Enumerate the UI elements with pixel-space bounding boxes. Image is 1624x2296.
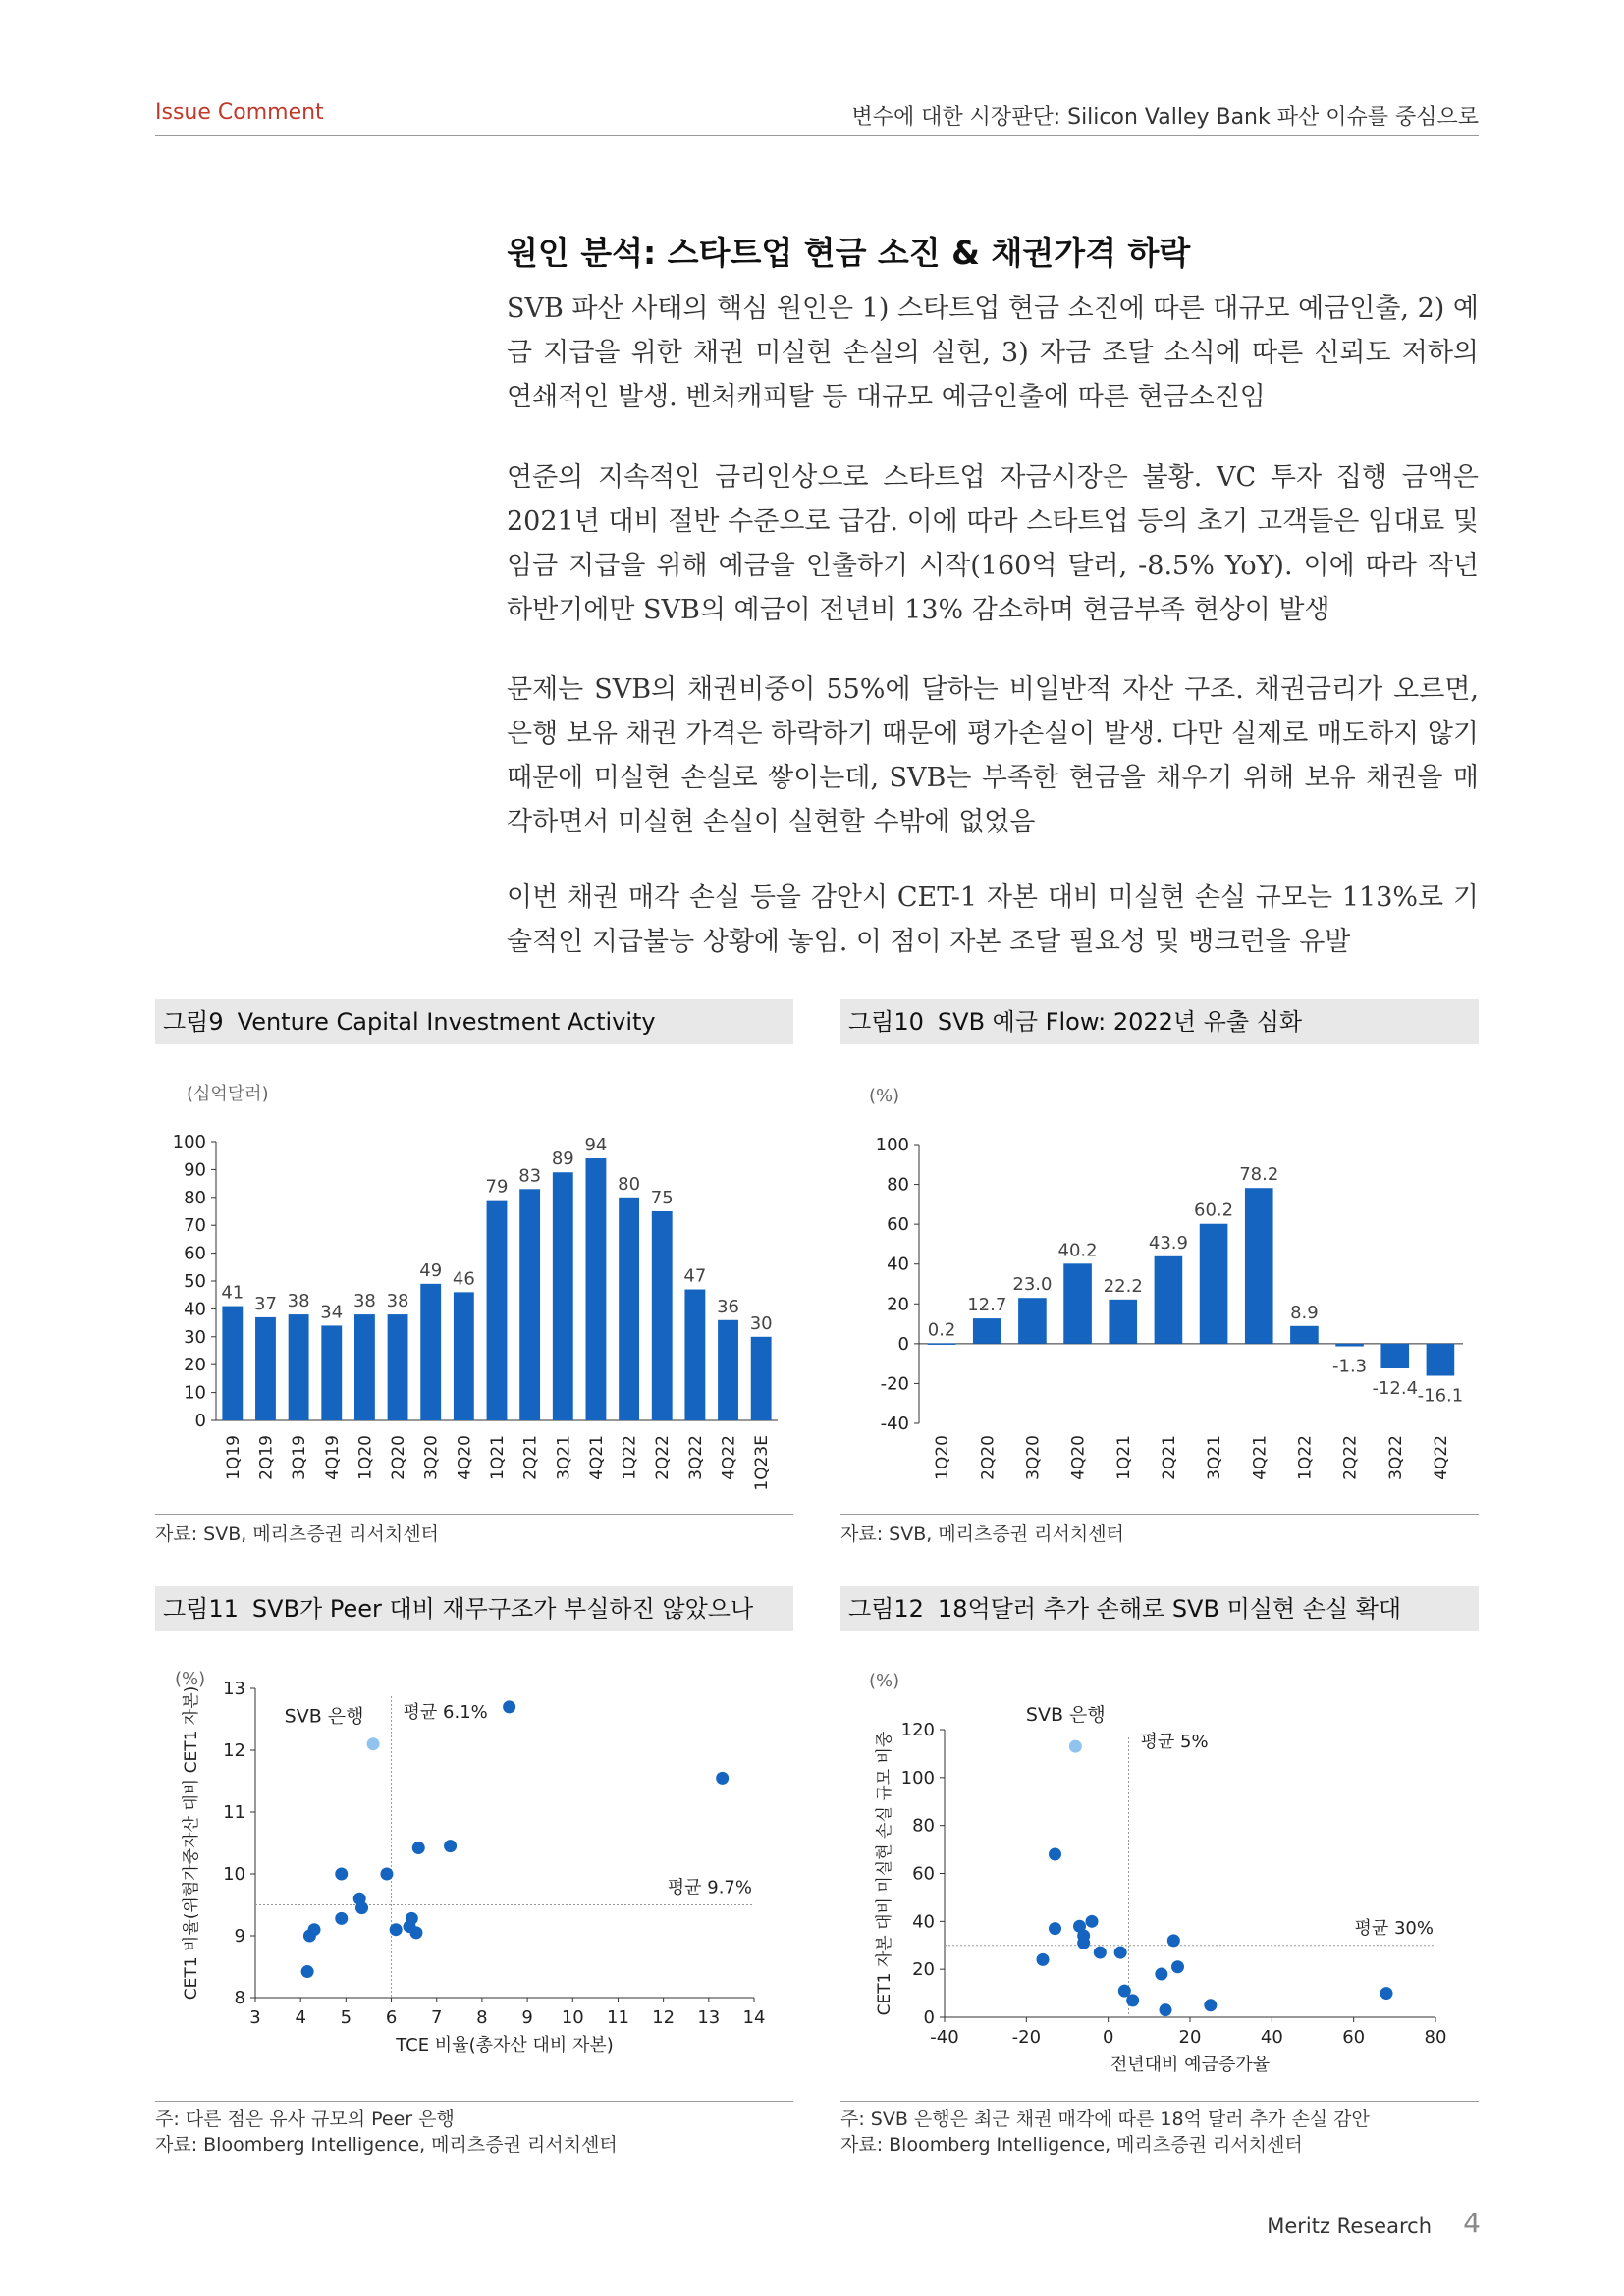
y-tick-label: 11 — [223, 1802, 245, 1823]
figure-10-number: 그림10 — [848, 1008, 924, 1036]
scatter-point — [1094, 1947, 1107, 1959]
bar — [1427, 1344, 1455, 1376]
scatter-point — [1126, 1994, 1139, 2006]
y-tick-label: 50 — [184, 1271, 206, 1292]
figure-9-number: 그림9 — [163, 1008, 224, 1036]
scatter-point — [1155, 1968, 1167, 1981]
y-tick-label: 60 — [912, 1863, 935, 1885]
y-tick-label: 0 — [897, 1333, 909, 1355]
x-tick-label: 9 — [521, 2007, 533, 2028]
scatter-point — [1171, 1960, 1184, 1973]
scatter-point — [1037, 1953, 1050, 1966]
data-label: 94 — [584, 1135, 608, 1156]
x-tick-label: 20 — [1178, 2027, 1202, 2048]
svb-highlight-label: SVB 은행 — [1025, 1704, 1106, 1727]
x-tick-label: 4Q20 — [455, 1435, 475, 1480]
bar — [718, 1320, 738, 1420]
paragraph-4: 이번 채권 매각 손실 등을 감안시 CET-1 자본 대비 미실현 손실 규모는 113%로 기술적인 지급불능 상황에 놓임. 이 점이 자본 조달 필요성 및 뱅크런을 유발 — [507, 882, 1479, 957]
x-tick-label: 10 — [561, 2007, 584, 2028]
figure-12-title — [840, 1586, 1479, 1631]
data-label: 89 — [551, 1148, 574, 1170]
scatter-point — [716, 1772, 729, 1785]
y-tick-label: 40 — [912, 1911, 935, 1933]
data-label: 40.2 — [1057, 1240, 1098, 1261]
figure-11-note: 주: 다른 점은 유사 규모의 Peer 은행 — [155, 2109, 455, 2130]
section-title: 원인 분석: 스타트업 현금 소진 & 채권가격 하락 — [507, 234, 1191, 272]
x-tick-label: -20 — [1011, 2027, 1042, 2048]
bar — [1063, 1263, 1092, 1344]
y-tick-label: 60 — [887, 1214, 909, 1236]
svb-highlight-point — [367, 1737, 380, 1750]
x-tick-label: 12 — [652, 2007, 676, 2028]
data-label: 41 — [221, 1282, 244, 1304]
average-x-label: 평균 5% — [1140, 1732, 1209, 1752]
bar — [619, 1198, 639, 1420]
data-label: 75 — [650, 1188, 674, 1208]
x-tick-label: 40 — [1260, 2027, 1283, 2048]
y-tick-label: 0 — [923, 2007, 935, 2028]
x-tick-label: 1Q20 — [355, 1435, 376, 1480]
bar — [321, 1325, 342, 1420]
svb-highlight-label: SVB 은행 — [284, 1705, 364, 1728]
scatter-point — [1204, 1999, 1217, 2011]
x-tick-label: 3Q19 — [290, 1435, 310, 1480]
x-tick-label: 2Q21 — [1159, 1435, 1179, 1480]
paragraph-3: 문제는 SVB의 채권비중이 55%에 달하는 비일반적 자산 구조. 채권금리가 오르면, 은행 보유 채권 가격은 하락하기 때문에 평가손실이 발생. 다만 실제로 매도하지 않기 때문에 미실현 손실로 쌓이는데, SVB는 부족한 현금을 채우기 위해 보유 채권을 매각하면서 미실현 손실이 실현할 수밖에 없었음 — [507, 674, 1479, 837]
y-tick-label: 80 — [184, 1187, 206, 1208]
data-label: -12.4 — [1372, 1378, 1419, 1400]
x-tick-label: 2Q22 — [1340, 1435, 1361, 1480]
y-tick-label: -20 — [880, 1373, 909, 1395]
x-tick-label: 1Q19 — [223, 1435, 244, 1480]
x-tick-label: 13 — [697, 2007, 721, 2028]
x-tick-label: 3Q20 — [1023, 1435, 1044, 1480]
paragraph-1: SVB 파산 사태의 핵심 원인은 1) 스타트업 현금 소진에 따른 대규모 예금인출, 2) 예금 지급을 위한 채권 미실현 손실의 실현, 3) 자금 조달 소식에 따른 신뢰도 저하의 연쇄적인 발생. 벤처캐피탈 등 대규모 예금인출에 따른 현금소진임 — [507, 294, 1479, 412]
scatter-point — [409, 1926, 422, 1939]
x-tick-label: -40 — [930, 2027, 959, 2048]
paragraph-2: 연준의 지속적인 금리인상으로 스타트업 자금시장은 불황. VC 투자 집행 금액은 2021년 대비 절반 수준으로 급감. 이에 따라 스타트업 등의 초기 고객들은 임대료 및 임금 지급을 위해 예금을 인출하기 시작(160억 달러, -8.5% YoY). 이에 따라 작년 하반기에만 SVB의 예금이 전년비 13% 감소하며 현금부족 현상이 발생 — [507, 462, 1479, 625]
x-tick-label: 4Q20 — [1068, 1435, 1089, 1480]
scatter-point — [380, 1868, 393, 1881]
figure-10-title — [840, 999, 1479, 1044]
scatter-point — [1160, 2003, 1172, 2016]
x-tick-label: 0 — [1102, 2027, 1114, 2048]
x-tick-label: 60 — [1342, 2027, 1366, 2048]
data-label: 8.9 — [1290, 1302, 1319, 1323]
data-label: 34 — [320, 1302, 344, 1323]
figure-12-scatter-chart — [840, 1669, 1479, 2081]
average-y-label: 평균 9.7% — [667, 1877, 752, 1898]
x-tick-label: 1Q23E — [752, 1435, 773, 1491]
data-label: 30 — [749, 1312, 773, 1334]
bar — [1200, 1224, 1228, 1344]
x-tick-label: 6 — [385, 2007, 398, 2028]
x-tick-label: 3Q21 — [1205, 1435, 1225, 1480]
bar — [553, 1172, 573, 1420]
scatter-point — [1077, 1937, 1090, 1949]
scatter-point — [390, 1923, 403, 1936]
x-tick-label: 80 — [1424, 2027, 1447, 2048]
x-tick-label: 3Q22 — [685, 1435, 706, 1480]
y-tick-label: 20 — [887, 1294, 909, 1315]
figure-12-source: 자료: Bloomberg Intelligence, 메리츠증권 리서치센터 — [840, 2134, 1303, 2156]
scatter-point — [1167, 1934, 1180, 1947]
y-tick-label: 80 — [912, 1815, 935, 1837]
data-label: -16.1 — [1417, 1385, 1464, 1407]
bar — [1335, 1344, 1364, 1347]
figure-10-unit: (%) — [869, 1086, 900, 1106]
x-tick-label: 4Q21 — [586, 1435, 607, 1480]
bar — [1018, 1298, 1047, 1344]
x-tick-label: 7 — [431, 2007, 443, 2028]
y-tick-label: 20 — [184, 1355, 206, 1376]
y-tick-label: 13 — [223, 1679, 245, 1699]
y-tick-label: 100 — [900, 1767, 935, 1789]
bar — [255, 1317, 276, 1420]
y-tick-label: 8 — [234, 1988, 245, 2008]
x-tick-label: 8 — [476, 2007, 488, 2028]
data-label: 23.0 — [1012, 1274, 1053, 1296]
figure-11-source: 자료: Bloomberg Intelligence, 메리츠증권 리서치센터 — [155, 2134, 618, 2156]
data-label: 78.2 — [1239, 1164, 1279, 1186]
x-tick-label: 4Q19 — [322, 1435, 343, 1480]
y-tick-label: 90 — [184, 1159, 206, 1181]
bar — [1109, 1300, 1137, 1344]
bar — [289, 1314, 309, 1420]
figure-10-source-divider — [840, 1514, 1479, 1515]
data-label: 49 — [419, 1259, 443, 1281]
bar — [973, 1318, 1001, 1344]
scatter-point — [1049, 1847, 1061, 1860]
x-tick-label: 2Q21 — [520, 1435, 541, 1480]
x-tick-label: 4Q22 — [1431, 1435, 1451, 1480]
data-label: 38 — [287, 1291, 310, 1312]
x-tick-label: 4Q21 — [1250, 1435, 1271, 1480]
header-divider — [155, 135, 1479, 136]
y-tick-label: 100 — [172, 1132, 206, 1152]
scatter-point — [301, 1965, 314, 1978]
average-x-label: 평균 6.1% — [403, 1702, 488, 1723]
x-tick-label: 2Q19 — [256, 1435, 277, 1480]
figure-11-unit: (%) — [175, 1669, 206, 1689]
data-label: 36 — [717, 1296, 739, 1317]
figure-11-title — [155, 1586, 793, 1631]
scatter-point — [355, 1901, 368, 1914]
scatter-point — [444, 1840, 457, 1852]
y-tick-label: 0 — [194, 1411, 206, 1431]
x-tick-label: 3Q21 — [554, 1435, 574, 1480]
figure-12-number: 그림12 — [848, 1595, 924, 1623]
bar — [1155, 1256, 1183, 1344]
x-tick-label: 3Q20 — [421, 1435, 442, 1480]
data-label: 37 — [254, 1293, 277, 1314]
figure-10-bar-chart — [840, 1109, 1479, 1502]
page-number: 4 — [1463, 2207, 1481, 2239]
data-label: 79 — [485, 1176, 509, 1198]
y-tick-label: 70 — [184, 1215, 206, 1237]
bar — [420, 1284, 441, 1420]
figure-9-title — [155, 999, 793, 1044]
figure-12-caption: 18억달러 추가 손해로 SVB 미실현 손실 확대 — [937, 1595, 1402, 1623]
x-tick-label: 5 — [340, 2007, 352, 2028]
data-label: 46 — [452, 1268, 475, 1290]
figure-11-number: 그림11 — [163, 1595, 239, 1623]
bar — [222, 1307, 243, 1420]
bar — [586, 1158, 607, 1420]
x-tick-label: 11 — [607, 2007, 629, 2028]
figure-12-unit: (%) — [869, 1671, 900, 1691]
figure-11-caption: SVB가 Peer 대비 재무구조가 부실하진 않았으나 — [251, 1595, 754, 1623]
y-tick-label: 10 — [223, 1864, 245, 1885]
scatter-point — [412, 1842, 425, 1854]
scatter-point — [303, 1930, 316, 1943]
scatter-point — [1086, 1915, 1099, 1928]
bar — [684, 1290, 705, 1420]
bar — [928, 1343, 956, 1345]
figure-9-bar-chart — [155, 1109, 793, 1502]
figure-12-note: 주: SVB 은행은 최근 채권 매각에 따른 18억 달러 추가 손실 감안 — [840, 2109, 1370, 2130]
x-tick-label: 4Q22 — [719, 1435, 739, 1480]
bar — [519, 1189, 540, 1420]
figure-10-source: 자료: SVB, 메리츠증권 리서치센터 — [840, 1523, 1124, 1545]
bar — [487, 1201, 508, 1420]
svb-highlight-point — [1069, 1740, 1082, 1753]
data-label: 43.9 — [1148, 1232, 1188, 1254]
data-label: 0.2 — [927, 1319, 956, 1341]
figure-10-caption: SVB 예금 Flow: 2022년 유출 심화 — [937, 1008, 1303, 1036]
bar — [1290, 1326, 1319, 1344]
x-tick-label: 4 — [295, 2007, 306, 2028]
bar — [652, 1211, 673, 1420]
x-axis-title: TCE 비율(총자산 대비 자본) — [396, 2035, 614, 2056]
y-tick-label: 100 — [875, 1135, 909, 1155]
x-tick-label: 3 — [249, 2007, 261, 2028]
x-tick-label: 2Q20 — [389, 1435, 409, 1480]
bar — [454, 1292, 474, 1420]
y-tick-label: 80 — [887, 1174, 909, 1196]
scatter-point — [335, 1912, 348, 1925]
average-y-label: 평균 30% — [1354, 1917, 1434, 1939]
data-label: 47 — [683, 1265, 707, 1287]
bar — [1380, 1344, 1409, 1368]
y-tick-label: 30 — [184, 1326, 206, 1348]
bar — [388, 1314, 408, 1420]
figure-11-scatter-chart — [155, 1669, 793, 2081]
figure-9-source: 자료: SVB, 메리츠증권 리서치센터 — [155, 1523, 439, 1545]
x-tick-label: 1Q21 — [488, 1435, 508, 1480]
y-tick-label: 40 — [184, 1299, 206, 1320]
y-axis-title: CET1 자본 대비 미실현 손실 규모 비중 — [875, 1731, 894, 2016]
x-axis-title: 전년대비 예금증가율 — [1110, 2055, 1271, 2075]
y-tick-label: 12 — [223, 1740, 245, 1761]
x-tick-label: 14 — [742, 2007, 766, 2028]
data-label: 60.2 — [1194, 1200, 1234, 1221]
scatter-point — [1380, 1987, 1393, 2000]
y-tick-label: 120 — [900, 1720, 935, 1740]
scatter-point — [335, 1868, 348, 1881]
scatter-point — [1049, 1922, 1061, 1935]
data-label: 12.7 — [967, 1295, 1007, 1316]
data-label: 38 — [386, 1291, 409, 1312]
bar — [1245, 1188, 1273, 1344]
figure-9-source-divider — [155, 1514, 793, 1515]
scatter-point — [503, 1700, 515, 1713]
data-label: -1.3 — [1332, 1356, 1368, 1377]
y-tick-label: 40 — [887, 1254, 909, 1275]
y-tick-label: 9 — [234, 1926, 245, 1947]
figure-12-source-divider — [840, 2101, 1479, 2102]
data-label: 38 — [352, 1291, 376, 1312]
x-tick-label: 2Q20 — [978, 1435, 999, 1480]
data-label: 22.2 — [1103, 1275, 1143, 1297]
figure-9-unit: (십억달러) — [187, 1084, 269, 1104]
bar — [354, 1314, 375, 1420]
bar — [751, 1337, 772, 1420]
y-tick-label: 20 — [912, 1959, 935, 1981]
y-tick-label: -40 — [880, 1414, 909, 1434]
x-tick-label: 1Q22 — [1295, 1435, 1316, 1480]
y-tick-label: 60 — [184, 1243, 206, 1264]
figure-11-source-divider — [155, 2101, 793, 2102]
header-section-label: Issue Comment — [155, 100, 324, 125]
footer-brand: Meritz Research — [1267, 2215, 1432, 2238]
x-tick-label: 1Q20 — [933, 1435, 953, 1480]
data-label: 83 — [518, 1165, 542, 1187]
x-tick-label: 3Q22 — [1385, 1435, 1406, 1480]
data-label: 80 — [618, 1173, 641, 1195]
header-report-title: 변수에 대한 시장판단: Silicon Valley Bank 파산 이슈를 중심으로 — [851, 105, 1479, 130]
figure-9-caption: Venture Capital Investment Activity — [237, 1008, 656, 1036]
x-tick-label: 1Q21 — [1113, 1435, 1134, 1480]
y-axis-title: CET1 비율(위험가중자산 대비 CET1 자본) — [182, 1685, 201, 2001]
scatter-point — [1114, 1947, 1127, 1959]
x-tick-label: 1Q22 — [620, 1435, 640, 1480]
x-tick-label: 2Q22 — [653, 1435, 674, 1480]
y-tick-label: 10 — [184, 1382, 206, 1404]
